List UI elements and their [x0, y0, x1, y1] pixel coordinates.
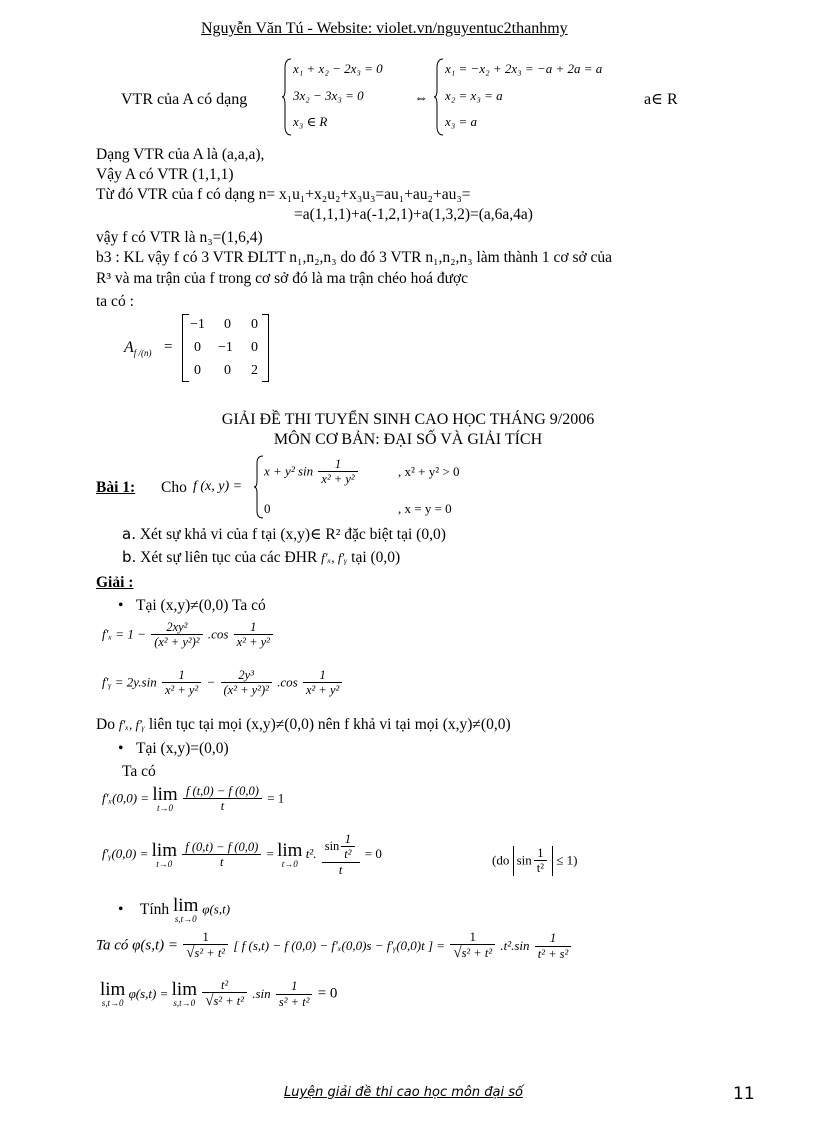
sys2-eq2: x₂ = x₃ = a — [445, 88, 503, 103]
bullet-2: • Tại (x,y)=(0,0) — [118, 740, 229, 757]
exam-title-2: MÔN CƠ BẢN: ĐẠI SỐ VÀ GIẢI TÍCH — [273, 431, 543, 448]
lim-symbol: lim t→0 — [277, 839, 303, 869]
lim-fy: f′ᵧ(0,0) = lim t→0 $\frac{f (0,t) - f (0,0)}{t}$ = lim t→0 t². sin $\frac{1}{\text{t²}}$ t = 0 — [102, 832, 382, 877]
lim-symbol: lim t→0 — [151, 839, 177, 869]
ta-co: Ta có — [122, 763, 156, 780]
case2-cond: , x = y = 0 — [398, 501, 452, 516]
body-line-2: Vậy A có VTR (1,1,1) — [96, 166, 234, 183]
lim-symbol: lim s,t→0 — [171, 979, 197, 1009]
body-line-1: Dạng VTR của A là (a,a,a), — [96, 146, 265, 163]
matrix-eq: = — [164, 339, 173, 355]
continuity-line: Do f′ₓ, f′ᵧ liên tục tại mọi (x,y)≠(0,0) nên f khả vi tại mọi (x,y)≠(0,0) — [96, 716, 511, 733]
body-line-6: b3 : KL vậy f có 3 VTR ĐLTT n₁,n₂,n₃ do đó 3 VTR n₁,n₂,n₃ làm thành 1 cơ sở của — [96, 249, 613, 266]
giai-label: Giải : — [96, 574, 134, 591]
lim-symbol: lim s,t→0 — [100, 979, 126, 1009]
fy-formula: f′ᵧ = 2y.sin $\frac{1}{\text{x² + y²}}$ − $\frac{\text{2y³}}{\text{(x² + y²)²}}$ .cos $\frac{1}{\text{x² + y²}}$ — [102, 668, 344, 698]
case2: 0 — [264, 501, 271, 516]
sys2-eq3: x₃ = a — [445, 114, 478, 129]
left-brace-icon — [282, 58, 292, 136]
lim-symbol: lim s,t→0 — [173, 895, 199, 924]
body-line-7: R³ và ma trận của f trong cơ sở đó là ma trận chéo hoá được — [96, 270, 469, 287]
body-line-4: =a(1,1,1)+a(-1,2,1)+a(1,3,2)=(a,6a,4a) — [294, 206, 533, 223]
sys2-eq1: x₁ = −x₂ + 2x₃ = −a + 2a = a — [445, 61, 603, 76]
domain-note: a∈ R — [644, 91, 678, 108]
item-b: b. Xét sự liên tục của các ĐHR f′ₓ, f′ᵧ tại (0,0) — [122, 548, 401, 566]
sys1-eq3: x₃ ∈ R — [293, 114, 328, 129]
equiv-symbol: ⇔ — [414, 91, 428, 106]
matrix-label: $A_{f /(n)}$ — [124, 339, 152, 359]
fx-formula: f′ₓ = 1 − $\frac{\text{2xy²}}{\text{(x² + y²)²}}$ .cos $\frac{1}{\text{x² + y²}}$ — [102, 620, 275, 650]
lim-fx: f′ₓ(0,0) = lim t→0 $\frac{f (t,0) - f (0,0)}{t}$ = 1 — [102, 783, 285, 814]
vtr-label: VTR của A có dạng — [121, 91, 248, 108]
f-def-lhs: f (x, y) = — [193, 479, 243, 494]
bullet-icon: • — [118, 901, 124, 919]
sys1-eq2: 3x₂ − 3x₃ = 0 — [293, 88, 364, 103]
body-line-5: vậy f có VTR là n₃=(1,6,4) — [96, 229, 263, 246]
page-number: 11 — [733, 1084, 755, 1104]
bullet-3: • Tính lim s,t→0 φ(s,t) — [118, 895, 231, 924]
bai1-cho: Cho — [161, 479, 187, 496]
item-a: a. Xét sự khả vi của f tại (x,y)∈ R² đặc biệt tại (0,0) — [122, 525, 446, 543]
sys1-eq1: x₁ + x₂ − 2x₃ = 0 — [293, 61, 383, 76]
bai1-label: Bài 1: — [96, 479, 136, 496]
page-header: Nguyễn Văn Tú - Website: violet.vn/nguyentuc2thanhmy — [201, 20, 568, 37]
footer-text: Luyện giải đề thi cao học môn đại số — [284, 1085, 523, 1100]
matrix-left-bracket — [182, 314, 189, 382]
body-line-3: Từ đó VTR của f có dạng n= x₁u₁+x₂u₂+x₃u₃=au₁+au₂+au₃= — [96, 186, 471, 203]
bullet-icon: • — [118, 740, 124, 757]
matrix-right-bracket — [262, 314, 269, 382]
body-line-8: ta có : — [96, 293, 134, 310]
final-limit: lim s,t→0 φ(s,t) = lim s,t→0 $\frac{\text{t²}}{\text{√s² + t²}}$ .sin $\frac{1}{\text{s² + t²}}$ = 0 — [100, 978, 338, 1010]
bullet-icon: • — [118, 597, 124, 614]
bullet-1: • Tại (x,y)≠(0,0) Ta có — [118, 597, 266, 614]
exam-title-1: GIẢI ĐỀ THI TUYỂN SINH CAO HỌC THÁNG 9/2006 — [221, 411, 595, 428]
lim-symbol: lim t→0 — [152, 783, 178, 813]
case1-cond: , x² + y² > 0 — [398, 464, 460, 479]
left-brace-icon — [434, 58, 444, 136]
phi-definition: Ta có φ(s,t) = $\frac{1}{\text{√s² + t²}}$ [ f (s,t) − f (0,0) − f′ₓ(0,0)s − f′ᵧ(0,0)t ] = $\frac{1}{\text{√s² + t²}}$ .t².sin $\frac{1}{\text{t² + s²}}$ — [96, 930, 573, 963]
case1: x + y² sin $\frac{1}{\text{x² + y²}}$ — [264, 457, 360, 487]
bounded-note: (do sin $\frac{1}{\text{t²}}$ ≤ 1) — [492, 846, 578, 876]
left-brace-icon — [254, 455, 264, 519]
